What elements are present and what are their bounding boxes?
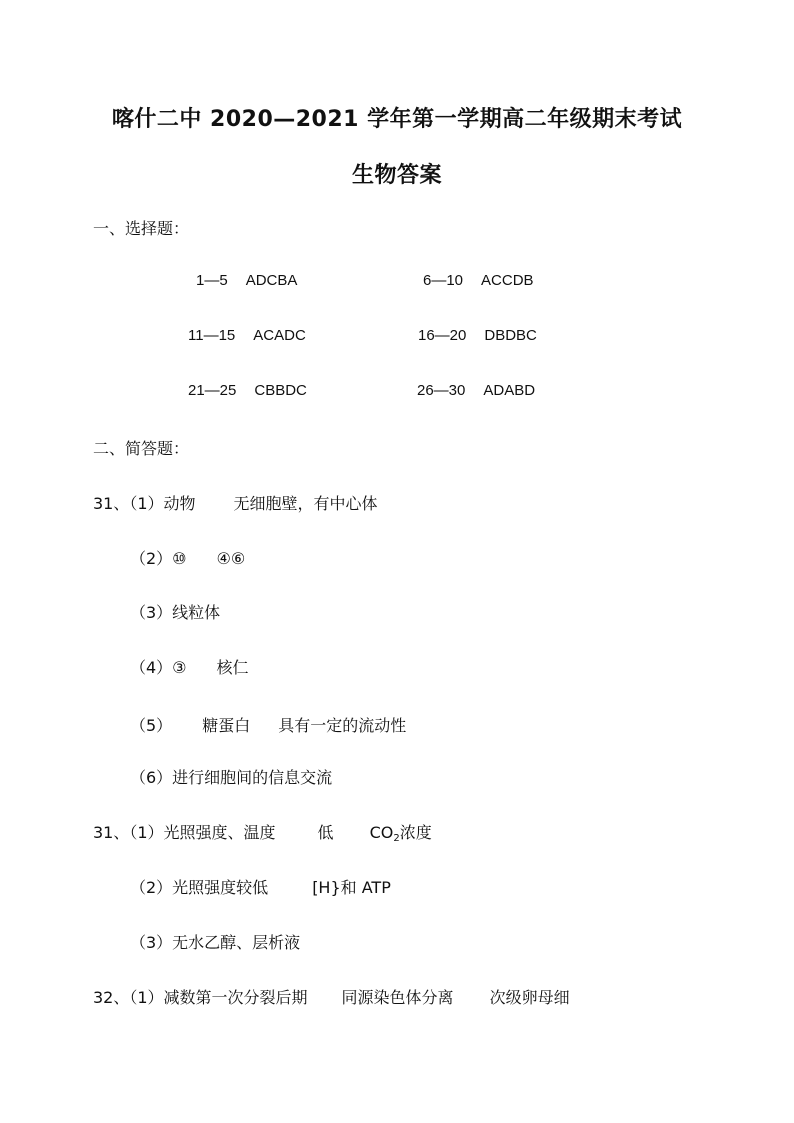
- answer-prefix: （4）③: [130, 658, 187, 677]
- answer-prefix: 31、（1）光照强度、温度: [93, 823, 276, 842]
- co2-subscript: 2: [393, 833, 400, 844]
- answer-text: 无细胞壁，有中心体: [233, 494, 378, 513]
- choice-answers: DBDBC: [484, 327, 537, 344]
- q31a-part4: [130, 655, 249, 678]
- answer-prefix: （5）: [130, 716, 173, 735]
- answer-text: 同源染色体分离: [341, 988, 454, 1007]
- choice-range: 21—25: [188, 382, 237, 399]
- answer-prefix: （2）光照强度较低: [130, 878, 269, 897]
- answer-text: 糖蛋白: [202, 716, 251, 735]
- q31a-part6: （6）进行细胞间的信息交流: [130, 768, 333, 787]
- answer-text: 核仁: [216, 658, 249, 677]
- answer-text: [370, 823, 432, 842]
- section-short-answer-heading: 二、简答题：: [93, 439, 190, 458]
- co2-suffix: 浓度: [399, 823, 432, 842]
- q31a-part1: [93, 491, 378, 514]
- q32-part1: [93, 985, 570, 1008]
- page-title: 喀什二中 2020—2021 学年第一学期高二年级期末考试: [111, 107, 683, 132]
- q31a-part5: [130, 713, 406, 736]
- answer-text: 低: [317, 823, 334, 842]
- co2-text: CO: [369, 823, 394, 842]
- choice-group-5: [188, 382, 307, 399]
- q31b-part3: （3）无水乙醇、层析液: [130, 933, 301, 952]
- section-choice-heading: 一、选择题：: [93, 219, 190, 238]
- choice-range: 1—5: [196, 272, 228, 289]
- q31b-part1: [93, 820, 432, 844]
- choice-group-6: [417, 382, 535, 399]
- answer-prefix: （2）⑩: [130, 549, 187, 568]
- choice-range: 6—10: [423, 272, 464, 289]
- answer-text: [H}和 ATP: [312, 878, 391, 897]
- answer-prefix: 31、（1）动物: [93, 494, 196, 513]
- answer-text: 具有一定的流动性: [278, 716, 407, 735]
- choice-group-1: [196, 272, 297, 289]
- choice-answers: CBBDC: [254, 382, 307, 399]
- answer-text: 次级卵母细: [489, 988, 570, 1007]
- q31b-part2: [130, 875, 391, 898]
- page-subtitle: 生物答案: [351, 163, 442, 188]
- choice-answers: ADABD: [483, 382, 536, 399]
- choice-group-3: [188, 327, 306, 344]
- choice-group-2: [423, 272, 534, 289]
- choice-answers: ACADC: [253, 327, 306, 344]
- answer-text: ④⑥: [216, 549, 246, 568]
- choice-range: 16—20: [418, 327, 467, 344]
- answer-prefix: 32、（1）减数第一次分裂后期: [93, 988, 308, 1007]
- q31a-part2: [130, 546, 245, 569]
- choice-group-4: [418, 327, 537, 344]
- q31a-part3: （3）线粒体: [130, 603, 221, 622]
- choice-answers: ACCDB: [481, 272, 534, 289]
- choice-answers: ADCBA: [245, 272, 298, 289]
- choice-range: 11—15: [188, 327, 236, 344]
- choice-range: 26—30: [417, 382, 466, 399]
